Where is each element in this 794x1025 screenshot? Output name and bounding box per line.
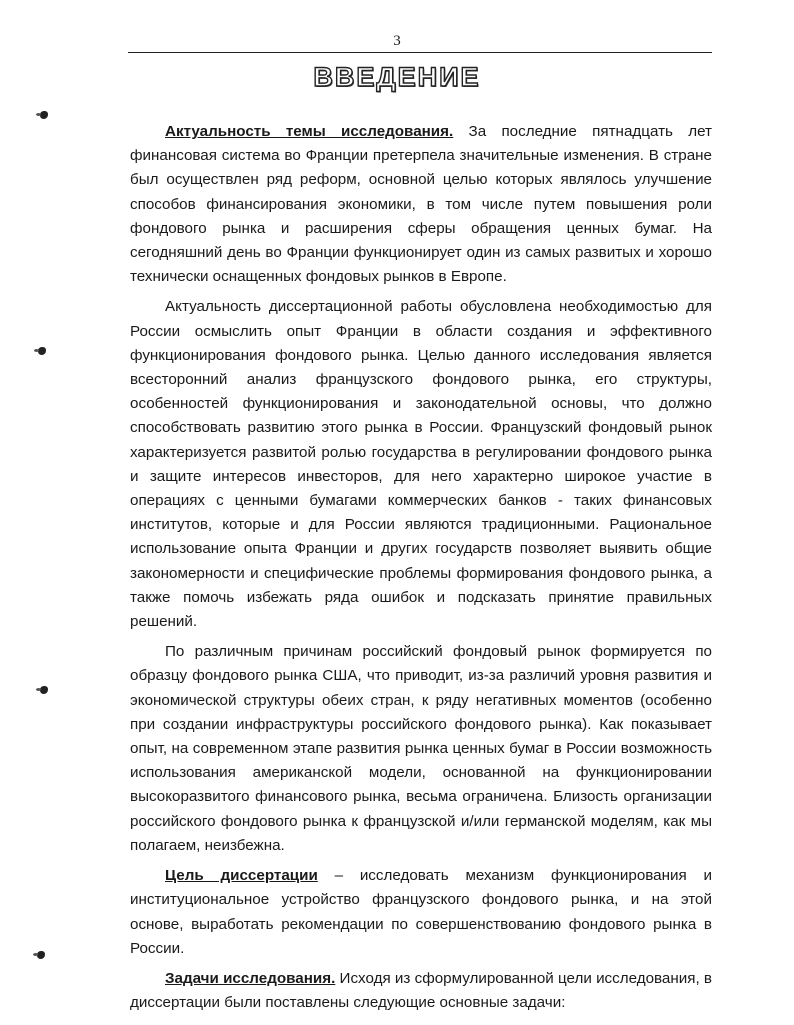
paragraph-text: Актуальность диссертационной работы обусловлена необходимостью для России осмыслить опыт Франции в области создания и эффективного функционирования фондового рынка. Целью данного исследования является всесторонний анализ французского фондового рынка, его структуры, особенностей функционирования и законодательной основы, что должно способствовать развитию этого рынка в России. Французский фондовый рынок характеризуется развитой ролью государства в регулировании фондового рынка и защите интересов инвесторов, для него характерно широкое участие в операциях с ценными бумагами коммерческих банков - таких финансовых институтов, которые и для России являются традиционными. Рациональное использование опыта Франции и других государств позволяет выявить общие закономерности и специфические проблемы формирования фондового рынка, а также помочь избежать ряда ошибок и подсказать принятие правильных решений. xyxy=(130,298,712,631)
punch-hole-mark xyxy=(38,347,46,355)
document-body xyxy=(130,120,712,1021)
paragraph-text: – исследовать механизм функционирования и институциональное устройство французского фондового рынка, и на этой основе, выработать рекомендации по совершенствованию фондового рынка в России. xyxy=(130,867,713,957)
page-number: 3 xyxy=(393,33,401,49)
paragraph-goal xyxy=(130,864,712,961)
header-rule xyxy=(128,52,712,53)
paragraph-text: За последние пятнадцать лет финансовая система во Франции претерпела значительные изменения. В стране был осуществлен ряд реформ, основной целью которых являлось улучшение способов финансирования экономики, в том числе путем повышения роли фондового рынка и расширения сферы обращения ценных бумаг. На сегодняшний день во Франции функционирует один из самых развитых и хорошо технически оснащенных фондовых рынков в Европе. xyxy=(130,123,712,286)
paragraph-relevance-2 xyxy=(130,295,712,634)
page-title: ВВЕДЕНИЕ xyxy=(313,62,481,92)
punch-hole-mark xyxy=(37,951,45,959)
paragraph-label: Актуальность темы исследования. xyxy=(165,123,454,140)
paragraph-tasks xyxy=(130,967,712,1015)
paragraph-text: Исходя из сформулированной цели исследования, в диссертации были поставлены следующие основные задачи: xyxy=(130,969,712,1012)
punch-hole-mark xyxy=(40,686,48,694)
paragraph-text: По различным причинам российский фондовый рынок формируется по образцу фондового рынка США, что приводит, из-за различий уровня развития и экономической структуры обеих стран, к ряду негативных моментов (особенно при создании инфраструктуры российского фондового рынка). Как показывает опыт, на современном этапе развития рынка ценных бумаг в России возможность использования американской модели, основанной на функционировании высокоразвитого финансового рынка, весьма ограничена. Близость организации российского фондового рынка к французской и/или германской моделям, как мы полагаем, неизбежна. xyxy=(130,643,712,854)
paragraph-label: Цель диссертации xyxy=(165,867,318,885)
paragraph-us-model xyxy=(130,640,712,858)
punch-hole-mark xyxy=(40,111,48,119)
paragraph-relevance xyxy=(130,120,712,289)
paragraph-label: Задачи исследования. xyxy=(165,969,336,987)
